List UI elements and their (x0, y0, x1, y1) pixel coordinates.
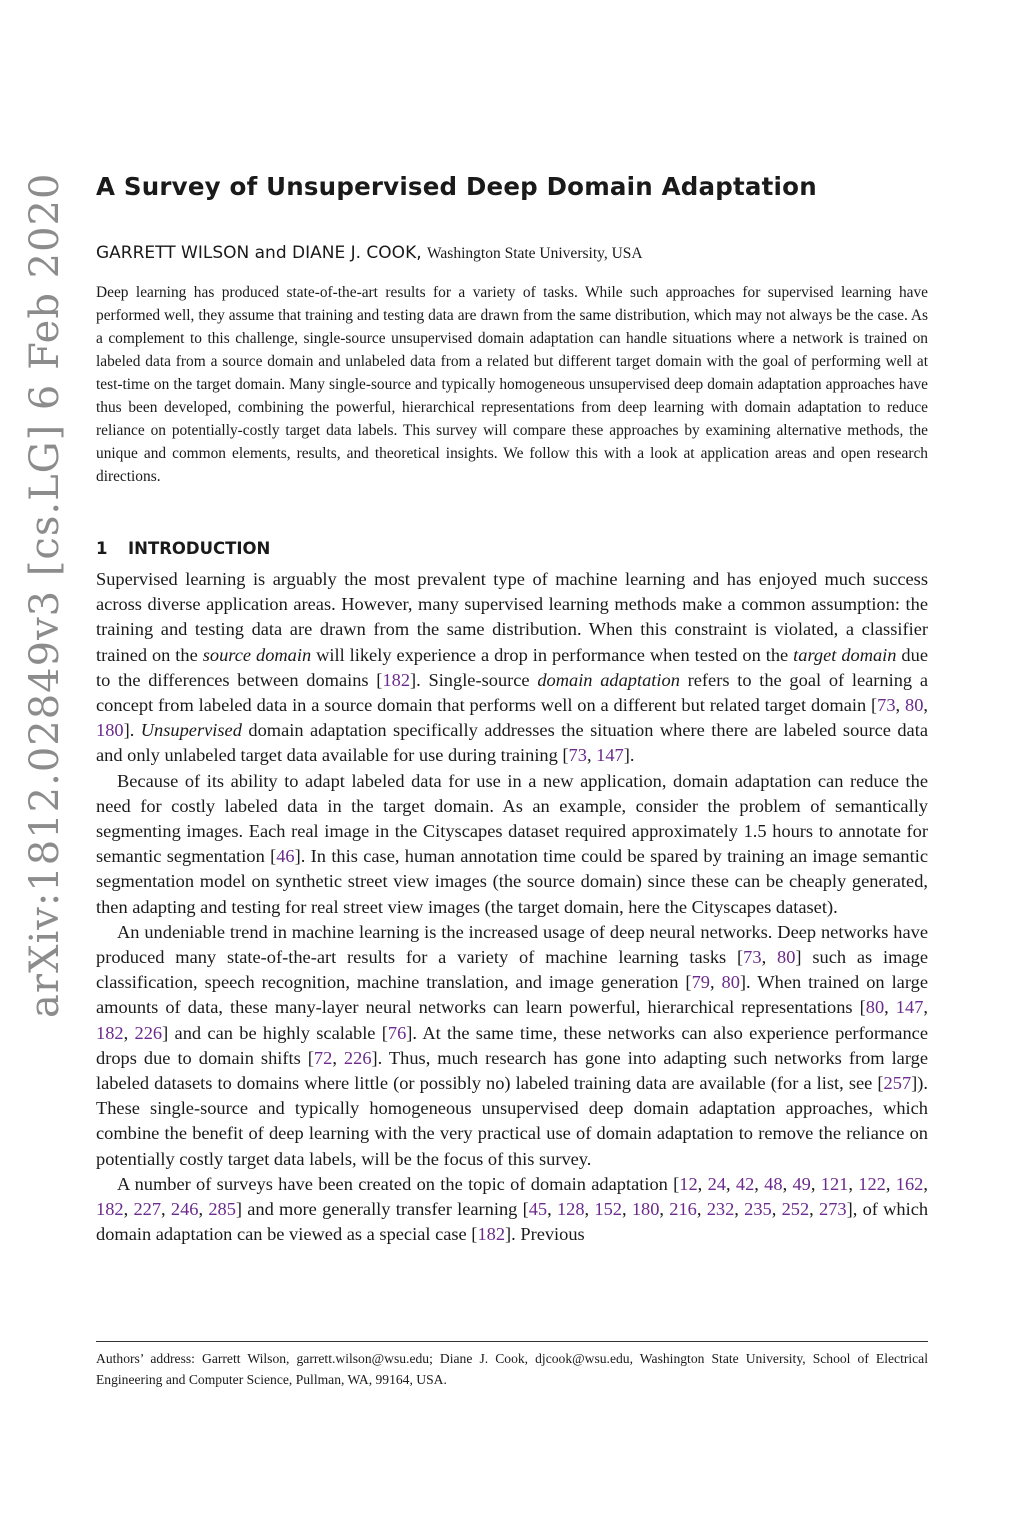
body-text: , (332, 1047, 344, 1068)
citation-link[interactable]: 227 (133, 1199, 162, 1220)
body-text: , (761, 947, 777, 968)
paragraph (96, 920, 928, 1172)
body-text: will likely experience a drop in performance when tested on the (311, 644, 794, 665)
body-text: ]. Single-source (410, 669, 538, 690)
body-text: ] and more generally transfer learning [ (235, 1199, 529, 1220)
body-text: ], of which domain adaptation can be viewed as a special case [ (96, 1199, 929, 1245)
citation-link[interactable]: 180 (96, 720, 124, 741)
body-text: A number of surveys have been created on the topic of domain adaptation [ (117, 1173, 680, 1194)
citation-link[interactable]: 72 (313, 1047, 333, 1068)
citation-link[interactable]: 147 (895, 997, 924, 1018)
section-number: 1 (96, 539, 108, 558)
body-text: , (697, 1173, 708, 1194)
body-text: , (725, 1173, 736, 1194)
body-text: , (885, 1173, 896, 1194)
citation-link[interactable]: 182 (382, 669, 411, 690)
author-names: GARRETT WILSON and DIANE J. COOK, (96, 243, 422, 263)
body-text: ]. Thus, much research has gone into adapting such networks from large labeled datasets to domains where little (or possibly no) labeled training data are available (for a list, see [ (96, 1047, 928, 1094)
body-text: , (198, 1199, 209, 1220)
body-text: ]). These single-source and typically homogeneous unsupervised deep domain adaptation approaches, which combine the benefit of deep learning with the very practical use of domain adaptation to remove the reliance on potentially costly target data labels, will be the focus of this survey. (96, 1073, 928, 1169)
citation-link[interactable]: 122 (858, 1173, 886, 1194)
body-text: ]. (123, 720, 141, 741)
body-text: , (771, 1199, 782, 1220)
body-text: , (923, 997, 928, 1018)
body-text: , (810, 1173, 821, 1194)
body-text: ]. Previous (505, 1224, 585, 1245)
paragraph (96, 567, 928, 769)
body-text: , (923, 1173, 928, 1194)
body-text: ] such as image classification, speech recognition, machine translation, and image generation [ (96, 947, 928, 993)
citation-link[interactable]: 162 (895, 1173, 924, 1194)
emphasis-text: domain adaptation (537, 669, 680, 690)
paragraph (96, 1172, 928, 1248)
citation-link[interactable]: 73 (568, 745, 587, 766)
citation-link[interactable]: 147 (596, 745, 624, 766)
citation-link[interactable]: 152 (594, 1199, 622, 1220)
citation-link[interactable]: 252 (781, 1199, 810, 1220)
body-text: , (659, 1199, 670, 1220)
citation-link[interactable]: 180 (631, 1199, 660, 1220)
body-text: , (547, 1199, 557, 1220)
body-text: , (884, 997, 896, 1018)
citation-link[interactable]: 235 (744, 1199, 772, 1220)
citation-link[interactable]: 49 (792, 1173, 811, 1194)
body-text: , (923, 695, 928, 716)
body-text: , (895, 695, 905, 716)
body-text: , (848, 1173, 859, 1194)
emphasis-text: source domain (202, 644, 312, 665)
body-text: , (809, 1199, 820, 1220)
citation-link[interactable]: 79 (691, 972, 710, 993)
citation-link[interactable]: 226 (134, 1022, 163, 1043)
citation-link[interactable]: 73 (877, 695, 896, 716)
citation-link[interactable]: 73 (743, 947, 762, 968)
body-text: , (584, 1199, 595, 1220)
citation-link[interactable]: 121 (820, 1173, 849, 1194)
body-text: ]. (623, 745, 635, 766)
citation-link[interactable]: 12 (679, 1173, 698, 1194)
citation-link[interactable]: 42 (735, 1173, 755, 1194)
citation-link[interactable]: 182 (96, 1022, 124, 1043)
emphasis-text: target domain (793, 644, 897, 665)
citation-link[interactable]: 182 (477, 1224, 506, 1245)
citation-link[interactable]: 182 (96, 1199, 124, 1220)
citation-link[interactable]: 48 (764, 1173, 783, 1194)
footnote-divider (96, 1341, 928, 1342)
citation-link[interactable]: 46 (276, 846, 295, 867)
body-text: refers to the goal of learning a concept from labeled data in a source domain that performs well on a different but related target domain [ (96, 669, 928, 716)
emphasis-text: Unsupervised (140, 720, 242, 741)
citation-link[interactable]: 226 (343, 1047, 372, 1068)
body-text: due to the differences between domains [ (96, 644, 928, 690)
section-title: INTRODUCTION (128, 539, 271, 558)
body-text: , (123, 1199, 134, 1220)
citation-link[interactable]: 216 (669, 1199, 697, 1220)
citation-link[interactable]: 128 (556, 1199, 585, 1220)
citation-link[interactable]: 246 (170, 1199, 199, 1220)
citation-link[interactable]: 80 (721, 972, 740, 993)
body-text: , (696, 1199, 707, 1220)
body-text: , (123, 1022, 135, 1043)
body-text: ] and can be highly scalable [ (162, 1022, 388, 1043)
body-text: , (734, 1199, 745, 1220)
citation-link[interactable]: 232 (706, 1199, 735, 1220)
author-line (96, 243, 936, 263)
citation-link[interactable]: 24 (707, 1173, 726, 1194)
citation-link[interactable]: 273 (819, 1199, 847, 1220)
citation-link[interactable]: 76 (387, 1022, 407, 1043)
citation-link[interactable]: 257 (883, 1073, 912, 1094)
footnote: Authors’ address: Garrett Wilson, garrett.wilson@wsu.edu; Diane J. Cook, djcook@wsu.edu, Washington State University, School of Electrical Engineering and Computer Science, Pullman, WA, 99164, USA. (96, 1351, 928, 1387)
citation-link[interactable]: 45 (528, 1199, 548, 1220)
body-text: ]. In this case, human annotation time could be spared by training an image semantic segmentation model on synthetic street view images (the source domain) since these can be cheaply generated, then adapting and testing for real street view images (the target domain, here the Cityscapes dataset). (96, 846, 928, 917)
body-text: ]. When trained on large amounts of data, these many-layer neural networks can learn powerful, hierarchical representations [ (96, 972, 928, 1018)
body-text: domain adaptation specifically addresses the situation where there are labeled source data and only unlabeled target data available for use during training [ (96, 720, 928, 766)
body-text: , (161, 1199, 171, 1220)
paper-title: A Survey of Unsupervised Deep Domain Adaptation (96, 172, 817, 201)
citation-link[interactable]: 80 (865, 997, 885, 1018)
section-heading (96, 539, 928, 558)
body-text: , (621, 1199, 632, 1220)
citation-link[interactable]: 80 (777, 947, 796, 968)
abstract: Deep learning has produced state-of-the-art results for a variety of tasks. While such approaches for supervised learning have performed well, they assume that training and testing data are drawn from the same distribution, which may not always be the case. As a complement to this challenge, single-source unsupervised domain adaptation can handle situations where a network is trained on labeled data from a source domain and unlabeled data from a related but different target domain with the goal of performing well at test-time on the target domain. Many single-source and typically homogeneous unsupervised deep domain adaptation approaches have thus been developed, combining the powerful, hierarchical representations from deep learning with domain adaptation to reduce reliance on potentially-costly target data labels. This survey will compare these approaches by examining alternative methods, the unique and common elements, results, and theoretical insights. We follow this with a look at application areas and open research directions. (96, 284, 928, 485)
body-text: An undeniable trend in machine learning is the increased usage of deep neural networks. Deep networks have produced many state-of-the-art results for a variety of machine learning tasks [ (96, 921, 928, 968)
citation-link[interactable]: 80 (905, 695, 924, 716)
body-text: Supervised learning is arguably the most prevalent type of machine learning and has enjoyed much success across diverse application areas. However, many supervised learning methods make a common assumption: the training and testing data are drawn from the same distribution. When this constraint is violated, a classifier trained on the (96, 569, 928, 665)
body-text: ]. At the same time, these networks can also experience performance drops due to domain shifts [ (96, 1022, 928, 1068)
author-affiliation: Washington State University, USA (427, 245, 643, 262)
body-text: , (709, 972, 722, 993)
arxiv-identifier[interactable]: arXiv:1812.02849v3 [cs.LG] 6 Feb 2020 (22, 172, 68, 1018)
paragraph (96, 769, 928, 920)
body-text: Because of its ability to adapt labeled data for use in a new application, domain adaptation can reduce the need for costly labeled data in the target domain. As an example, consider the problem of semantically segmenting images. Each real image in the Cityscapes dataset required approximately 1.5 hours to annotate for semantic segmentation [ (96, 770, 928, 867)
citation-link[interactable]: 285 (208, 1199, 236, 1220)
body-text: , (586, 745, 597, 766)
introduction-body (96, 567, 928, 1247)
body-text: , (782, 1173, 793, 1194)
body-text: , (754, 1173, 765, 1194)
